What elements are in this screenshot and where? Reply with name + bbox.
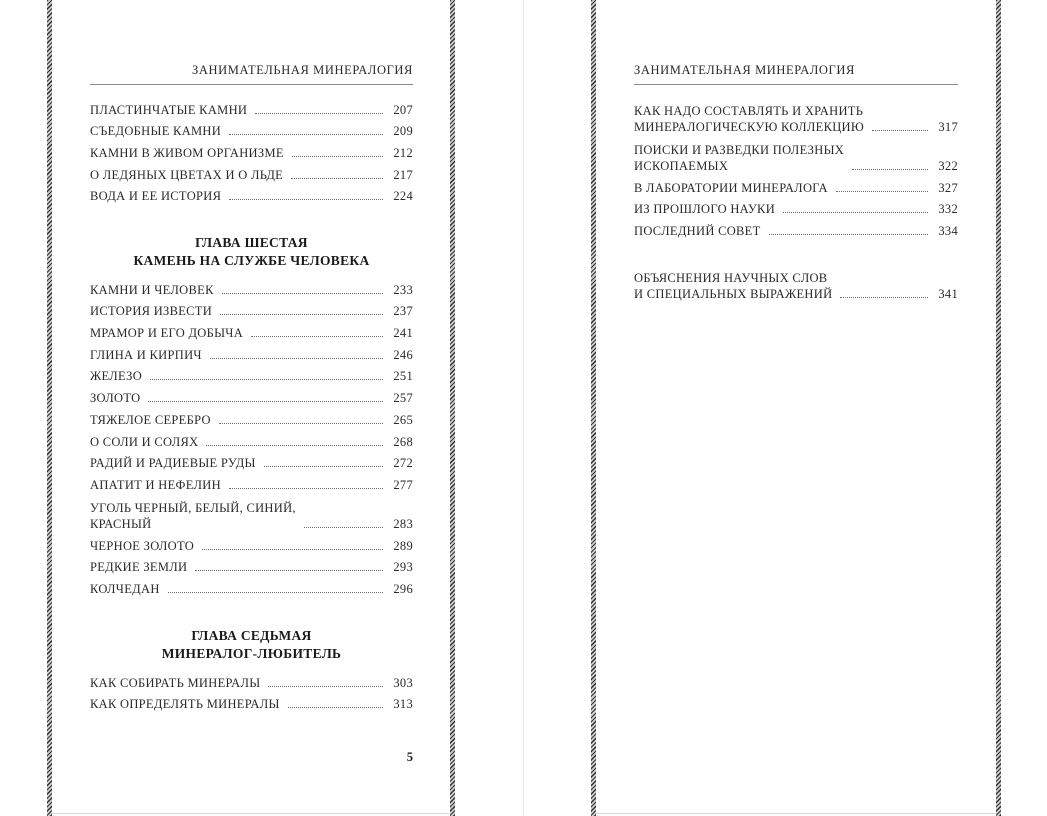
toc-entry[interactable]: УГОЛЬ ЧЕРНЫЙ, БЕЛЫЙ, СИНИЙ, КРАСНЫЙ 283 xyxy=(90,500,413,531)
running-head: ЗАНИМАТЕЛЬНАЯ МИНЕРАЛОГИЯ xyxy=(634,63,958,85)
dot-leader xyxy=(255,113,383,114)
dot-leader xyxy=(229,134,383,135)
toc-block-right xyxy=(634,96,958,239)
dot-leader xyxy=(219,423,383,424)
toc-entry[interactable]: ЧЕРНОЕ ЗОЛОТО 289 xyxy=(90,538,413,553)
toc-entry[interactable]: РЕДКИЕ ЗЕМЛИ 293 xyxy=(90,560,413,575)
toc-entry[interactable]: ГЛИНА И КИРПИЧ 246 xyxy=(90,347,413,362)
page-edge-left xyxy=(591,0,596,816)
dot-leader xyxy=(150,379,383,380)
dot-leader xyxy=(292,156,383,157)
dot-leader xyxy=(148,401,383,402)
toc-entry[interactable]: ИСТОРИЯ ИЗВЕСТИ 237 xyxy=(90,304,413,319)
toc-block-chapter-seven xyxy=(90,669,413,712)
page-gutter xyxy=(455,0,524,816)
page-number: 233 xyxy=(393,282,413,297)
dot-leader xyxy=(852,169,928,170)
chapter-seven-heading xyxy=(90,627,413,663)
dot-leader xyxy=(222,293,383,294)
page-number: 289 xyxy=(393,538,413,553)
toc-entry[interactable]: О ЛЕДЯНЫХ ЦВЕТАХ И О ЛЬДЕ 217 xyxy=(90,167,413,182)
page-number: 296 xyxy=(393,581,413,596)
toc-entry[interactable]: ПОИСКИ И РАЗВЕДКИ ПОЛЕЗНЫХ ИСКОПАЕМЫХ 322 xyxy=(634,143,958,173)
toc-entry[interactable]: ТЯЖЕЛОЕ СЕРЕБРО 265 xyxy=(90,412,413,427)
dot-leader xyxy=(268,686,383,687)
dot-leader xyxy=(168,592,383,593)
toc-entry[interactable]: СЪЕДОБНЫЕ КАМНИ 209 xyxy=(90,124,413,139)
toc-entry[interactable]: ЗОЛОТО 257 xyxy=(90,391,413,406)
page-number: 293 xyxy=(393,560,413,575)
page-number: 317 xyxy=(938,120,958,134)
toc-block-chapter-six xyxy=(90,276,413,597)
toc-entry[interactable]: КАК НАДО СОСТАВЛЯТЬ И ХРАНИТЬ МИНЕРАЛОГИЧЕСКУЮ КОЛЛЕКЦИЮ 317 xyxy=(634,104,958,134)
page-number: 217 xyxy=(393,167,413,182)
dot-leader xyxy=(783,212,928,213)
dot-leader xyxy=(220,314,383,315)
page-number: 246 xyxy=(393,347,413,362)
left-page xyxy=(0,0,455,816)
dot-leader xyxy=(210,358,383,359)
page-number: 313 xyxy=(393,697,413,712)
page-number: 332 xyxy=(938,202,958,217)
toc-entry[interactable]: ВОДА И ЕЕ ИСТОРИЯ 224 xyxy=(90,189,413,204)
toc-entry[interactable]: РАДИЙ И РАДИЕВЫЕ РУДЫ 272 xyxy=(90,456,413,471)
page-number: 257 xyxy=(393,391,413,406)
page-folio: 5 xyxy=(406,750,413,764)
toc-entry[interactable]: КАК СОБИРАТЬ МИНЕРАЛЫ 303 xyxy=(90,675,413,690)
toc-entry[interactable]: В ЛАБОРАТОРИИ МИНЕРАЛОГА 327 xyxy=(634,180,958,195)
dot-leader xyxy=(251,336,383,337)
page-number: 303 xyxy=(393,675,413,690)
toc-block-top xyxy=(90,96,413,204)
toc-block-glossary xyxy=(634,263,958,302)
dot-leader xyxy=(202,549,383,550)
page-number: 272 xyxy=(393,456,413,471)
running-head: ЗАНИМАТЕЛЬНАЯ МИНЕРАЛОГИЯ xyxy=(90,63,413,85)
page-number: 207 xyxy=(393,102,413,117)
page-number: 209 xyxy=(393,124,413,139)
dot-leader xyxy=(288,707,383,708)
toc-entry[interactable]: ИЗ ПРОШЛОГО НАУКИ 332 xyxy=(634,202,958,217)
toc-entry[interactable]: КАМНИ В ЖИВОМ ОРГАНИЗМЕ 212 xyxy=(90,146,413,161)
page-number: 224 xyxy=(393,189,413,204)
page-number: 283 xyxy=(393,516,413,531)
toc-entry[interactable]: КОЛЧЕДАН 296 xyxy=(90,581,413,596)
dot-leader xyxy=(264,466,383,467)
toc-entry[interactable]: ОБЪЯСНЕНИЯ НАУЧНЫХ СЛОВ И СПЕЦИАЛЬНЫХ ВЫРАЖЕНИЙ 341 xyxy=(634,271,958,301)
page-number: 212 xyxy=(393,146,413,161)
page-number: 251 xyxy=(393,369,413,384)
page-edge-left xyxy=(47,0,52,816)
dot-leader xyxy=(304,527,383,528)
dot-leader xyxy=(229,199,383,200)
page-number: 268 xyxy=(393,434,413,449)
right-page xyxy=(524,0,1047,816)
toc-entry[interactable]: ЖЕЛЕЗО 251 xyxy=(90,369,413,384)
toc-entry[interactable]: КАМНИ И ЧЕЛОВЕК 233 xyxy=(90,282,413,297)
dot-leader xyxy=(291,178,383,179)
page-number: 334 xyxy=(938,224,958,239)
chapter-six-heading xyxy=(90,234,413,270)
dot-leader xyxy=(769,234,928,235)
page-number: 341 xyxy=(938,287,958,301)
chapter-title: КАМЕНЬ НА СЛУЖБЕ ЧЕЛОВЕКА xyxy=(133,253,370,268)
dot-leader xyxy=(195,570,383,571)
toc-entry[interactable]: ПЛАСТИНЧАТЫЕ КАМНИ 207 xyxy=(90,102,413,117)
page-number: 241 xyxy=(393,326,413,341)
page-number: 327 xyxy=(938,180,958,195)
chapter-label: ГЛАВА СЕДЬМАЯ xyxy=(191,628,312,643)
dot-leader xyxy=(840,297,928,298)
toc-entry[interactable]: МРАМОР И ЕГО ДОБЫЧА 241 xyxy=(90,326,413,341)
page-number: 265 xyxy=(393,412,413,427)
toc-entry[interactable]: АПАТИТ И НЕФЕЛИН 277 xyxy=(90,477,413,492)
chapter-title: МИНЕРАЛОГ-ЛЮБИТЕЛЬ xyxy=(161,646,342,661)
page-bottom-edge xyxy=(596,813,996,814)
dot-leader xyxy=(836,191,928,192)
dot-leader xyxy=(229,488,383,489)
page-number: 237 xyxy=(393,304,413,319)
chapter-label: ГЛАВА ШЕСТАЯ xyxy=(195,235,308,250)
page-bottom-edge xyxy=(52,813,450,814)
toc-entry[interactable]: КАК ОПРЕДЕЛЯТЬ МИНЕРАЛЫ 313 xyxy=(90,697,413,712)
page-number: 277 xyxy=(393,477,413,492)
toc-entry[interactable]: О СОЛИ И СОЛЯХ 268 xyxy=(90,434,413,449)
dot-leader xyxy=(872,130,928,131)
toc-entry[interactable]: ПОСЛЕДНИЙ СОВЕТ 334 xyxy=(634,224,958,239)
dot-leader xyxy=(206,445,383,446)
page-number: 322 xyxy=(938,159,958,173)
page-edge-right xyxy=(996,0,1001,816)
